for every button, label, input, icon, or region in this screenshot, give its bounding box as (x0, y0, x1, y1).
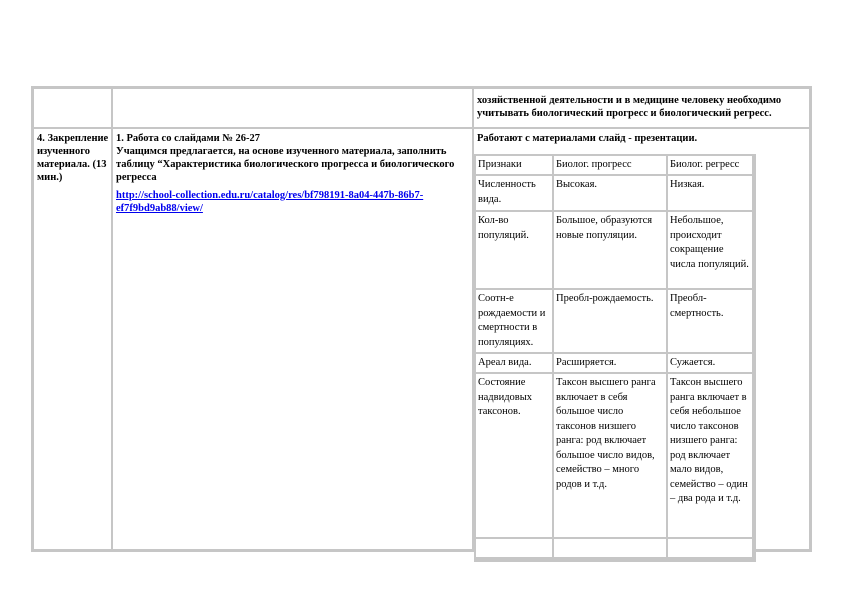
table-cell (668, 539, 752, 557)
table-cell (554, 539, 666, 557)
table-cell: Кол-во популяций. (476, 212, 552, 288)
table-cell (476, 539, 552, 557)
table-cell: Расширяется. (554, 354, 666, 372)
table-cell: Высокая. (554, 176, 666, 210)
header-progress: Биолог. прогресс (554, 156, 666, 174)
resource-link[interactable]: http://school-collection.edu.ru/catalog/res/bf798191-8a04-447b-86b7-ef7f9bd9ab88/view/ (116, 190, 424, 214)
table-cell: Преобл-рождаемость. (554, 290, 666, 352)
comparison-table (474, 154, 756, 562)
table-cell: Численность вида. (476, 176, 552, 210)
table-cell: Сужается. (668, 354, 752, 372)
teacher-activity-cell (113, 129, 472, 549)
table-cell: Низкая. (668, 176, 752, 210)
row1-teacher-cell (113, 89, 472, 127)
table-cell: Таксон высшего ранга включает в себя небольшое число таксонов низшего ранга: род включает мало видов, семейство – один – два рода и т.д. (668, 374, 752, 537)
row1-student-cell: хозяйственной деятельности и в медицине человеку необходимо учитывать биологический прогресс и биологический регресс. (474, 89, 809, 127)
table-cell: Большое, образуются новые популяции. (554, 212, 666, 288)
table-cell: Состояние надвидовых таксонов. (476, 374, 552, 537)
task-description: Учащимся предлагается, на основе изученного материала, заполнить таблицу “Характеристика биологического прогресса и биологического регресса (116, 146, 455, 183)
stage-cell: 4. Закрепление изученного материала. (13 мин.) (34, 129, 111, 549)
table-cell: Преобл-смертность. (668, 290, 752, 352)
table-cell: Соотн-е рождаемости и смертности в популяциях. (476, 290, 552, 352)
slides-task-title: 1. Работа со слайдами № 26-27 (116, 133, 260, 144)
header-feature: Признаки (476, 156, 552, 174)
table-cell: Таксон высшего ранга включает в себя большое число таксонов низшего ранга: род включает большое число видов, семейство – много родов и т.д. (554, 374, 666, 537)
table-cell: Небольшое, происходит сокращение числа популяций. (668, 212, 752, 288)
table-cell: Ареал вида. (476, 354, 552, 372)
header-regress: Биолог. регресс (668, 156, 752, 174)
row1-stage-cell (34, 89, 111, 127)
student-activity-cell: Работают с материалами слайд - презентации. (474, 129, 809, 549)
